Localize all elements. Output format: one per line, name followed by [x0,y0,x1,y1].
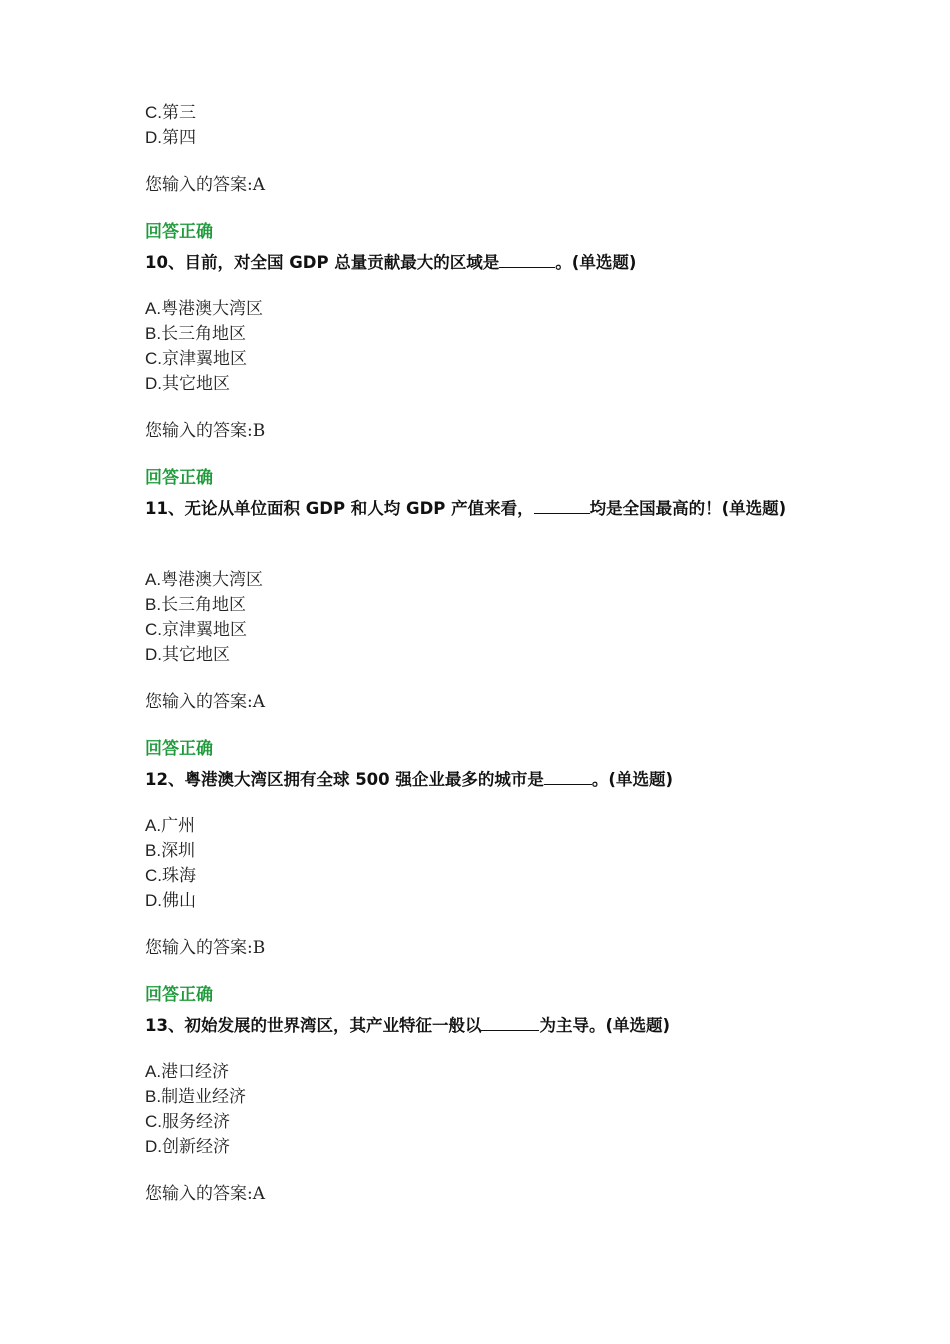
q9-result: 回答正确 [145,222,213,242]
q13-answer: 您输入的答案:A [145,1184,266,1204]
q10-option-b: B.长三角地区 [145,324,247,344]
q12-option-a: A.广州 [145,816,196,836]
q12-result: 回答正确 [145,985,213,1005]
q13-option-a: A.港口经济 [145,1062,230,1082]
q9-option-d: D.第四 [145,128,196,148]
q11-option-c: C.京津翼地区 [145,620,247,640]
q10-option-a: A.粤港澳大湾区 [145,299,264,319]
q10-result: 回答正确 [145,468,213,488]
q10-answer: 您输入的答案:B [145,421,266,441]
q12-option-c: C.珠海 [145,866,196,886]
q13-blank [481,1016,539,1031]
q10-option-c: C.京津翼地区 [145,349,247,369]
q10-option-d: D.其它地区 [145,374,230,394]
q11-result: 回答正确 [145,739,213,759]
q9-option-c: C.第三 [145,103,196,123]
q12-answer: 您输入的答案:B [145,938,266,958]
q13-option-b: B.制造业经济 [145,1087,247,1107]
q11-option-a: A.粤港澳大湾区 [145,570,264,590]
q13-option-d: D.创新经济 [145,1137,230,1157]
q11-option-b: B.长三角地区 [145,595,247,615]
q11-question: 11、无论从单位面积 GDP 和人均 GDP 产值来看， 均是全国最高的！(单选题) [145,499,787,518]
q10-blank [499,253,555,268]
q11-option-d: D.其它地区 [145,645,230,665]
q11-answer: 您输入的答案:A [145,692,266,712]
q12-option-d: D.佛山 [145,891,196,911]
q10-question: 10、目前，对全国 GDP 总量贡献最大的区域是 。(单选题) [145,253,637,272]
q13-question: 13、初始发展的世界湾区，其产业特征一般以 为主导。(单选题) [145,1016,671,1035]
q13-option-c: C.服务经济 [145,1112,230,1132]
q12-blank [544,770,592,785]
q12-option-b: B.深圳 [145,841,196,861]
q9-answer: 您输入的答案:A [145,175,266,195]
q11-blank [534,499,590,514]
q12-question: 12、粤港澳大湾区拥有全球 500 强企业最多的城市是 。(单选题) [145,770,673,789]
